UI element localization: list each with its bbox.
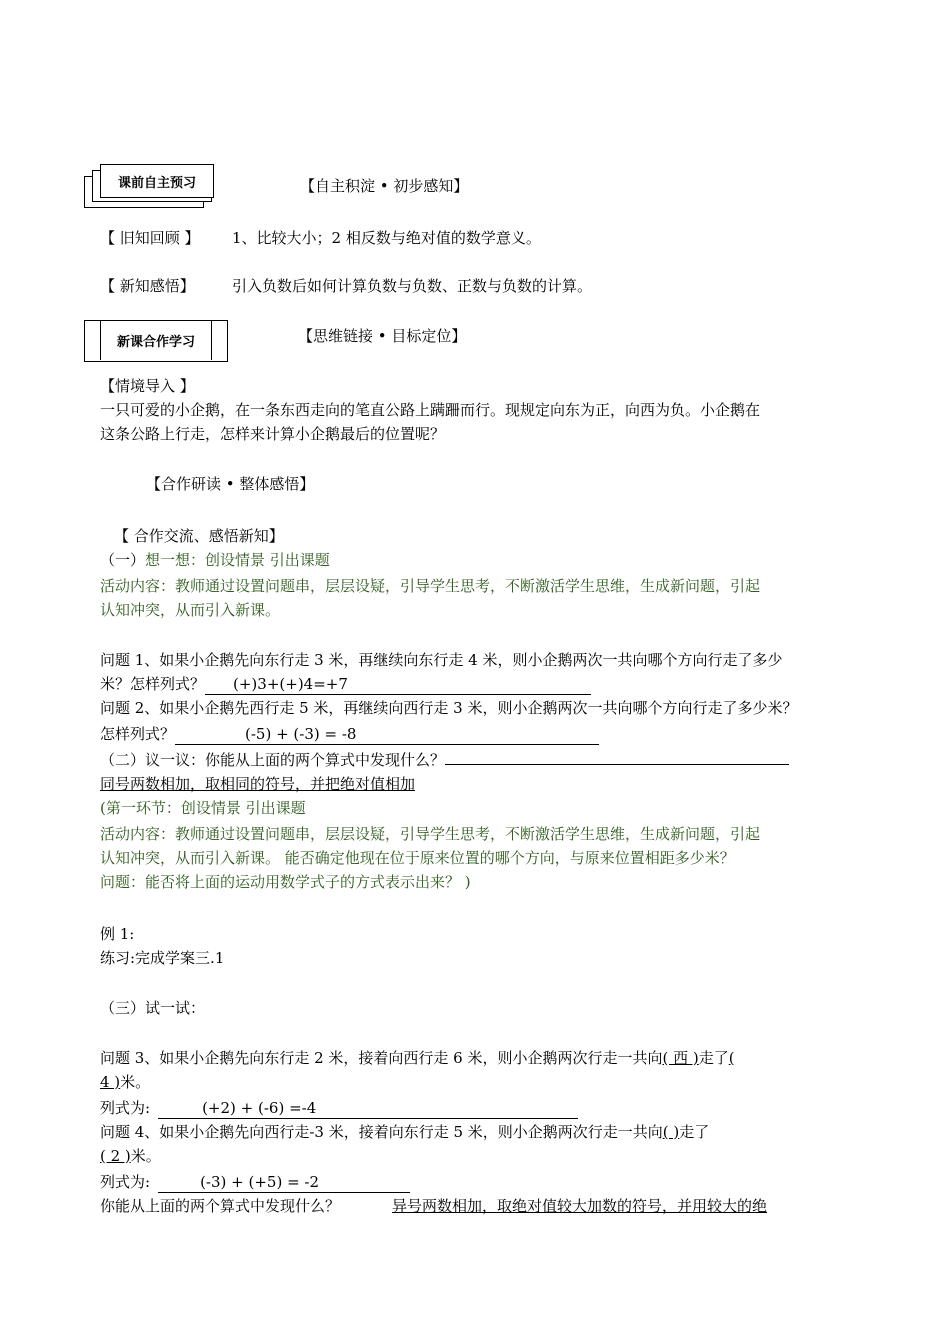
section2-subtitle: 【思维链接 • 目标定位】 xyxy=(298,327,467,345)
q3-formula-prefix: 列式为: xyxy=(100,1099,151,1117)
q2-line1: 问题 2、如果小企鹅先西行走 5 米，再继续向西行走 3 米，则小企鹅两次一共向哪个方向行走了多少米？ xyxy=(100,699,798,717)
q1-prefix: 米？怎样列式？ xyxy=(100,675,206,693)
q2-answer: (-5) + (-3) = -8 xyxy=(245,725,357,743)
q4-line2 xyxy=(100,1144,161,1168)
q1-answer: (+)3+(+)4=+7 xyxy=(233,675,348,693)
part1-heading-text: 想一想：创设情景 引出课题 xyxy=(145,551,330,569)
situation-line1: 一只可爱的小企鹅，在一条东西走向的笔直公路上蹒跚而行。现规定向东为正，向西为负。小企鹅在 xyxy=(100,401,761,419)
newknow-label: 【 新知感悟】 xyxy=(100,277,195,295)
q1-line1: 问题 1、如果小企鹅先向东行走 3 米，再继续向东行走 4 米，则小企鹅两次一共向哪个方向行走了多少 xyxy=(100,651,783,669)
q2-line2 xyxy=(100,722,599,746)
q3-formula-blank xyxy=(158,1098,578,1119)
part2-heading-text: （二）议一议：你能从上面的两个算式中发现什么？ xyxy=(100,751,446,769)
q4-blank-direction: ( ) xyxy=(662,1123,680,1141)
q4-formula-prefix: 列式为: xyxy=(100,1173,151,1191)
section1-tag: 课前自主预习 xyxy=(117,175,196,191)
section1-subtitle: 【自主积淀 • 初步感知】 xyxy=(300,177,469,195)
q3-line2-suffix: 米。 xyxy=(120,1073,151,1091)
final-prefix: 你能从上面的两个算式中发现什么？ xyxy=(100,1197,341,1215)
q3-line1-mid: 走了 xyxy=(698,1049,729,1067)
part1-heading xyxy=(100,548,330,572)
situation-label: 【情境导入 】 xyxy=(100,377,195,395)
final-answer xyxy=(340,1197,767,1215)
q3-blank-direction: ( 西 ) xyxy=(662,1049,699,1067)
final-line xyxy=(100,1194,767,1218)
part2-heading-blank xyxy=(445,746,789,765)
section1-banner xyxy=(100,164,214,198)
green-block-line3: 认知冲突，从而引入新课。 能否确定他现在位于原来位置的哪个方向，与原来位置相距多少米？ xyxy=(100,849,735,867)
review-label: 【 旧知回顾 】 xyxy=(100,229,200,247)
coop-label: 【 合作交流、感悟新知】 xyxy=(114,527,284,545)
q4-line1-prefix: 问题 4、如果小企鹅先向西行走-3 米，接着向东行走 5 米，则小企鹅两次行走一共向 xyxy=(100,1123,663,1141)
example-label: 例 1: xyxy=(100,925,135,943)
q3-blank2-open: ( xyxy=(728,1049,735,1067)
q4-formula-line xyxy=(100,1170,410,1194)
review-text: 1、比较大小；2 相反数与绝对值的数学意义。 xyxy=(232,229,541,247)
q4-blank-distance: ( 2 ) xyxy=(100,1147,131,1165)
exercise-text: 练习:完成学案三.1 xyxy=(100,949,225,967)
part2-heading xyxy=(100,746,789,772)
final-answer-text: 异号两数相加，取绝对值较大加数的符号，并用较大的绝 xyxy=(392,1197,768,1215)
coop-subtitle: 【合作研读 • 整体感悟】 xyxy=(146,475,315,493)
q3-formula-line xyxy=(100,1096,578,1120)
green-block-line4: 问题：能否将上面的运动用数学式子的方式表示出来？ ) xyxy=(100,873,471,891)
q3-formula: (+2) + (-6) =-4 xyxy=(202,1099,317,1117)
q3-line2 xyxy=(100,1070,150,1094)
q2-prefix: 怎样列式？ xyxy=(100,725,176,743)
q4-formula-blank xyxy=(158,1172,410,1193)
green-block-line2: 活动内容：教师通过设置问题串，层层设疑，引导学生思考，不断激活学生思维，生成新问题，引起 xyxy=(100,825,761,843)
part1-activity-line1: 活动内容：教师通过设置问题串，层层设疑，引导学生思考，不断激活学生思维，生成新问题，引起 xyxy=(100,577,761,595)
situation-line2: 这条公路上行走，怎样来计算小企鹅最后的位置呢？ xyxy=(100,425,446,443)
part1-heading-prefix: （一） xyxy=(100,551,146,569)
part1-activity-line2: 认知冲突，从而引入新课。 xyxy=(100,601,281,619)
part2-answer: 同号两数相加，取相同的符号，并把绝对值相加 xyxy=(100,775,416,793)
q3-line1-prefix: 问题 3、如果小企鹅先向东行走 2 米，接着向西行走 6 米，则小企鹅两次行走一共向 xyxy=(100,1049,663,1067)
green-block-line1: (第一环节：创设情景 引出课题 xyxy=(100,799,306,817)
newknow-text: 引入负数后如何计算负数与负数、正数与负数的计算。 xyxy=(232,277,593,295)
q4-line1-mid: 走了 xyxy=(679,1123,710,1141)
q2-answer-blank xyxy=(175,724,599,745)
q4-line2-suffix: 米。 xyxy=(130,1147,161,1165)
q1-line2 xyxy=(100,672,591,696)
section2-banner xyxy=(100,320,212,360)
part3-heading: （三）试一试： xyxy=(100,999,206,1017)
q4-line1 xyxy=(100,1120,709,1144)
q3-line1 xyxy=(100,1046,735,1070)
q3-blank-distance: 4 ) xyxy=(100,1073,121,1091)
q4-formula: (-3) + (+5) = -2 xyxy=(200,1173,320,1191)
section2-tag: 新课合作学习 xyxy=(116,334,195,350)
q1-answer-blank xyxy=(205,674,591,695)
